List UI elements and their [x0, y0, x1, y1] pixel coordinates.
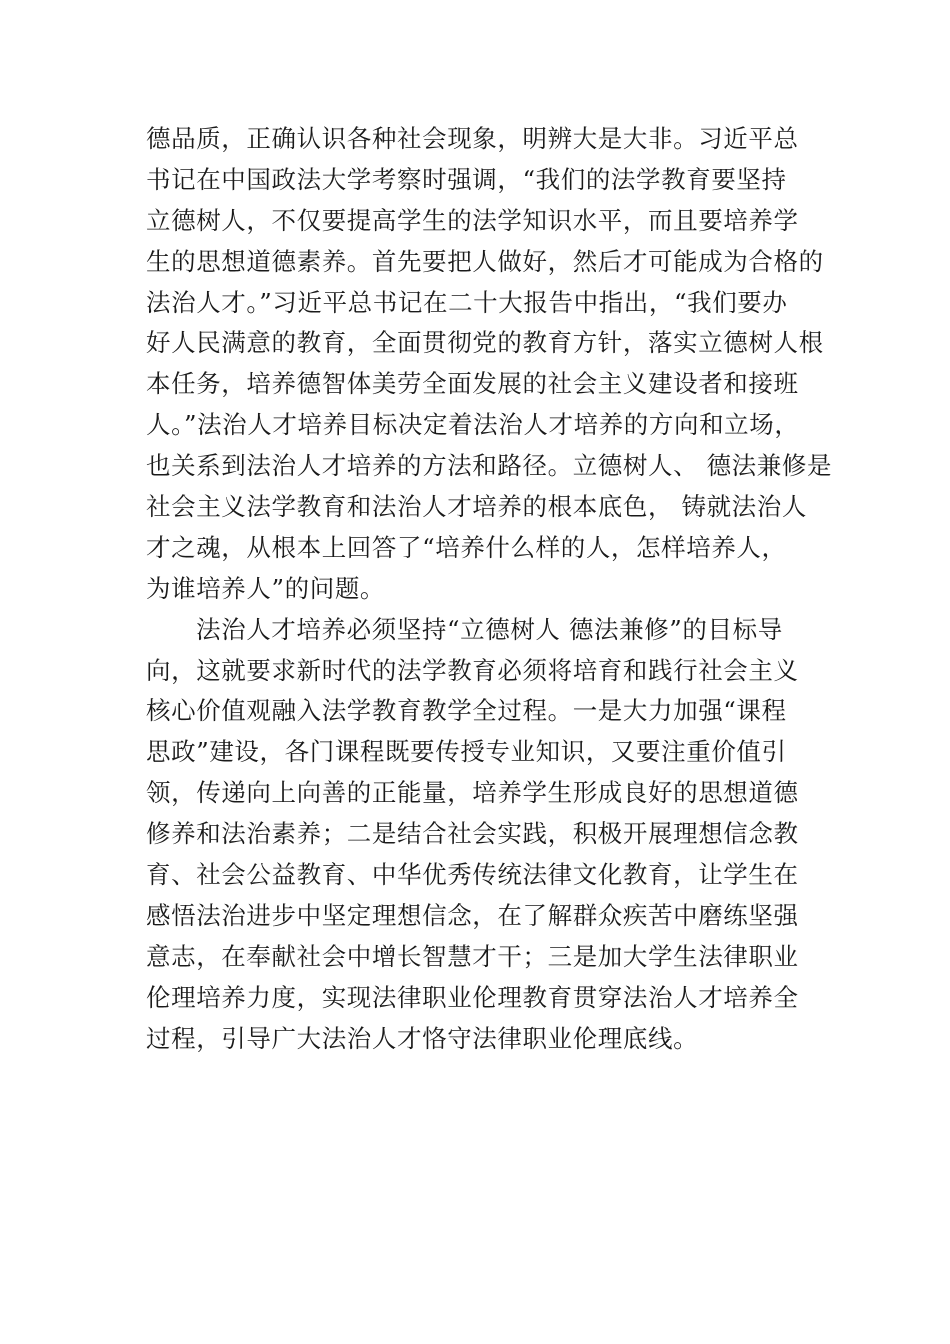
- text-line: 立德树人，不仅要提高学生的法学知识水平，而且要培养学: [146, 205, 799, 235]
- text-line: 也关系到法治人才培养的方法和路径。立德树人、 德法兼修是: [146, 451, 833, 481]
- text-line: 意志，在奉献社会中增长智慧才干；三是加大学生法律职业: [146, 941, 799, 971]
- text-line: 育、社会公益教育、中华优秀传统法律文化教育，让学生在: [146, 860, 799, 890]
- text-line-indented: 法治人才培养必须坚持“立德树人 德法兼修”的目标导: [196, 614, 783, 644]
- document-body: [146, 119, 833, 1059]
- text-line: 感悟法治进步中坚定理想信念，在了解群众疾苦中磨练坚强: [146, 900, 799, 930]
- text-line: 为谁培养人”的问题。: [146, 573, 386, 603]
- text-line: 好人民满意的教育，全面贯彻党的教育方针，落实立德树人根: [146, 328, 824, 358]
- text-line: 生的思想道德素养。首先要把人做好，然后才可能成为合格的: [146, 246, 824, 276]
- paragraph-2: [146, 610, 826, 1060]
- text-line: 才之魂，从根本上回答了“培养什么样的人，怎样培养人，: [146, 532, 787, 562]
- text-line: 社会主义法学教育和法治人才培养的根本底色， 铸就法治人: [146, 492, 807, 522]
- text-line: 向，这就要求新时代的法学教育必须将培育和践行社会主义: [146, 655, 799, 685]
- text-line: 本任务，培养德智体美劳全面发展的社会主义建设者和接班: [146, 369, 799, 399]
- text-line: 伦理培养力度，实现法律职业伦理教育贯穿法治人才培养全: [146, 982, 799, 1012]
- text-line: 领，传递向上向善的正能量，培养学生形成良好的思想道德: [146, 778, 799, 808]
- text-line: 修养和法治素养；二是结合社会实践，积极开展理想信念教: [146, 819, 799, 849]
- text-line: 法治人才。”习近平总书记在二十大报告中指出，“我们要办: [146, 287, 788, 317]
- text-line: 书记在中国政法大学考察时强调，“我们的法学教育要坚持: [146, 164, 787, 194]
- text-line: 德品质，正确认识各种社会现象，明辨大是大非。习近平总: [146, 124, 799, 153]
- text-line: 思政”建设，各门课程既要传授专业知识，又要注重价值引: [146, 737, 787, 767]
- text-line: 核心价值观融入法学教育教学全过程。一是大力加强“课程: [146, 696, 787, 726]
- text-line: 人。”法治人才培养目标决定着法治人才培养的方向和立场，: [146, 410, 800, 440]
- text-line: 过程，引导广大法治人才恪守法律职业伦理底线。: [146, 1023, 699, 1053]
- paragraph-1: [146, 119, 833, 610]
